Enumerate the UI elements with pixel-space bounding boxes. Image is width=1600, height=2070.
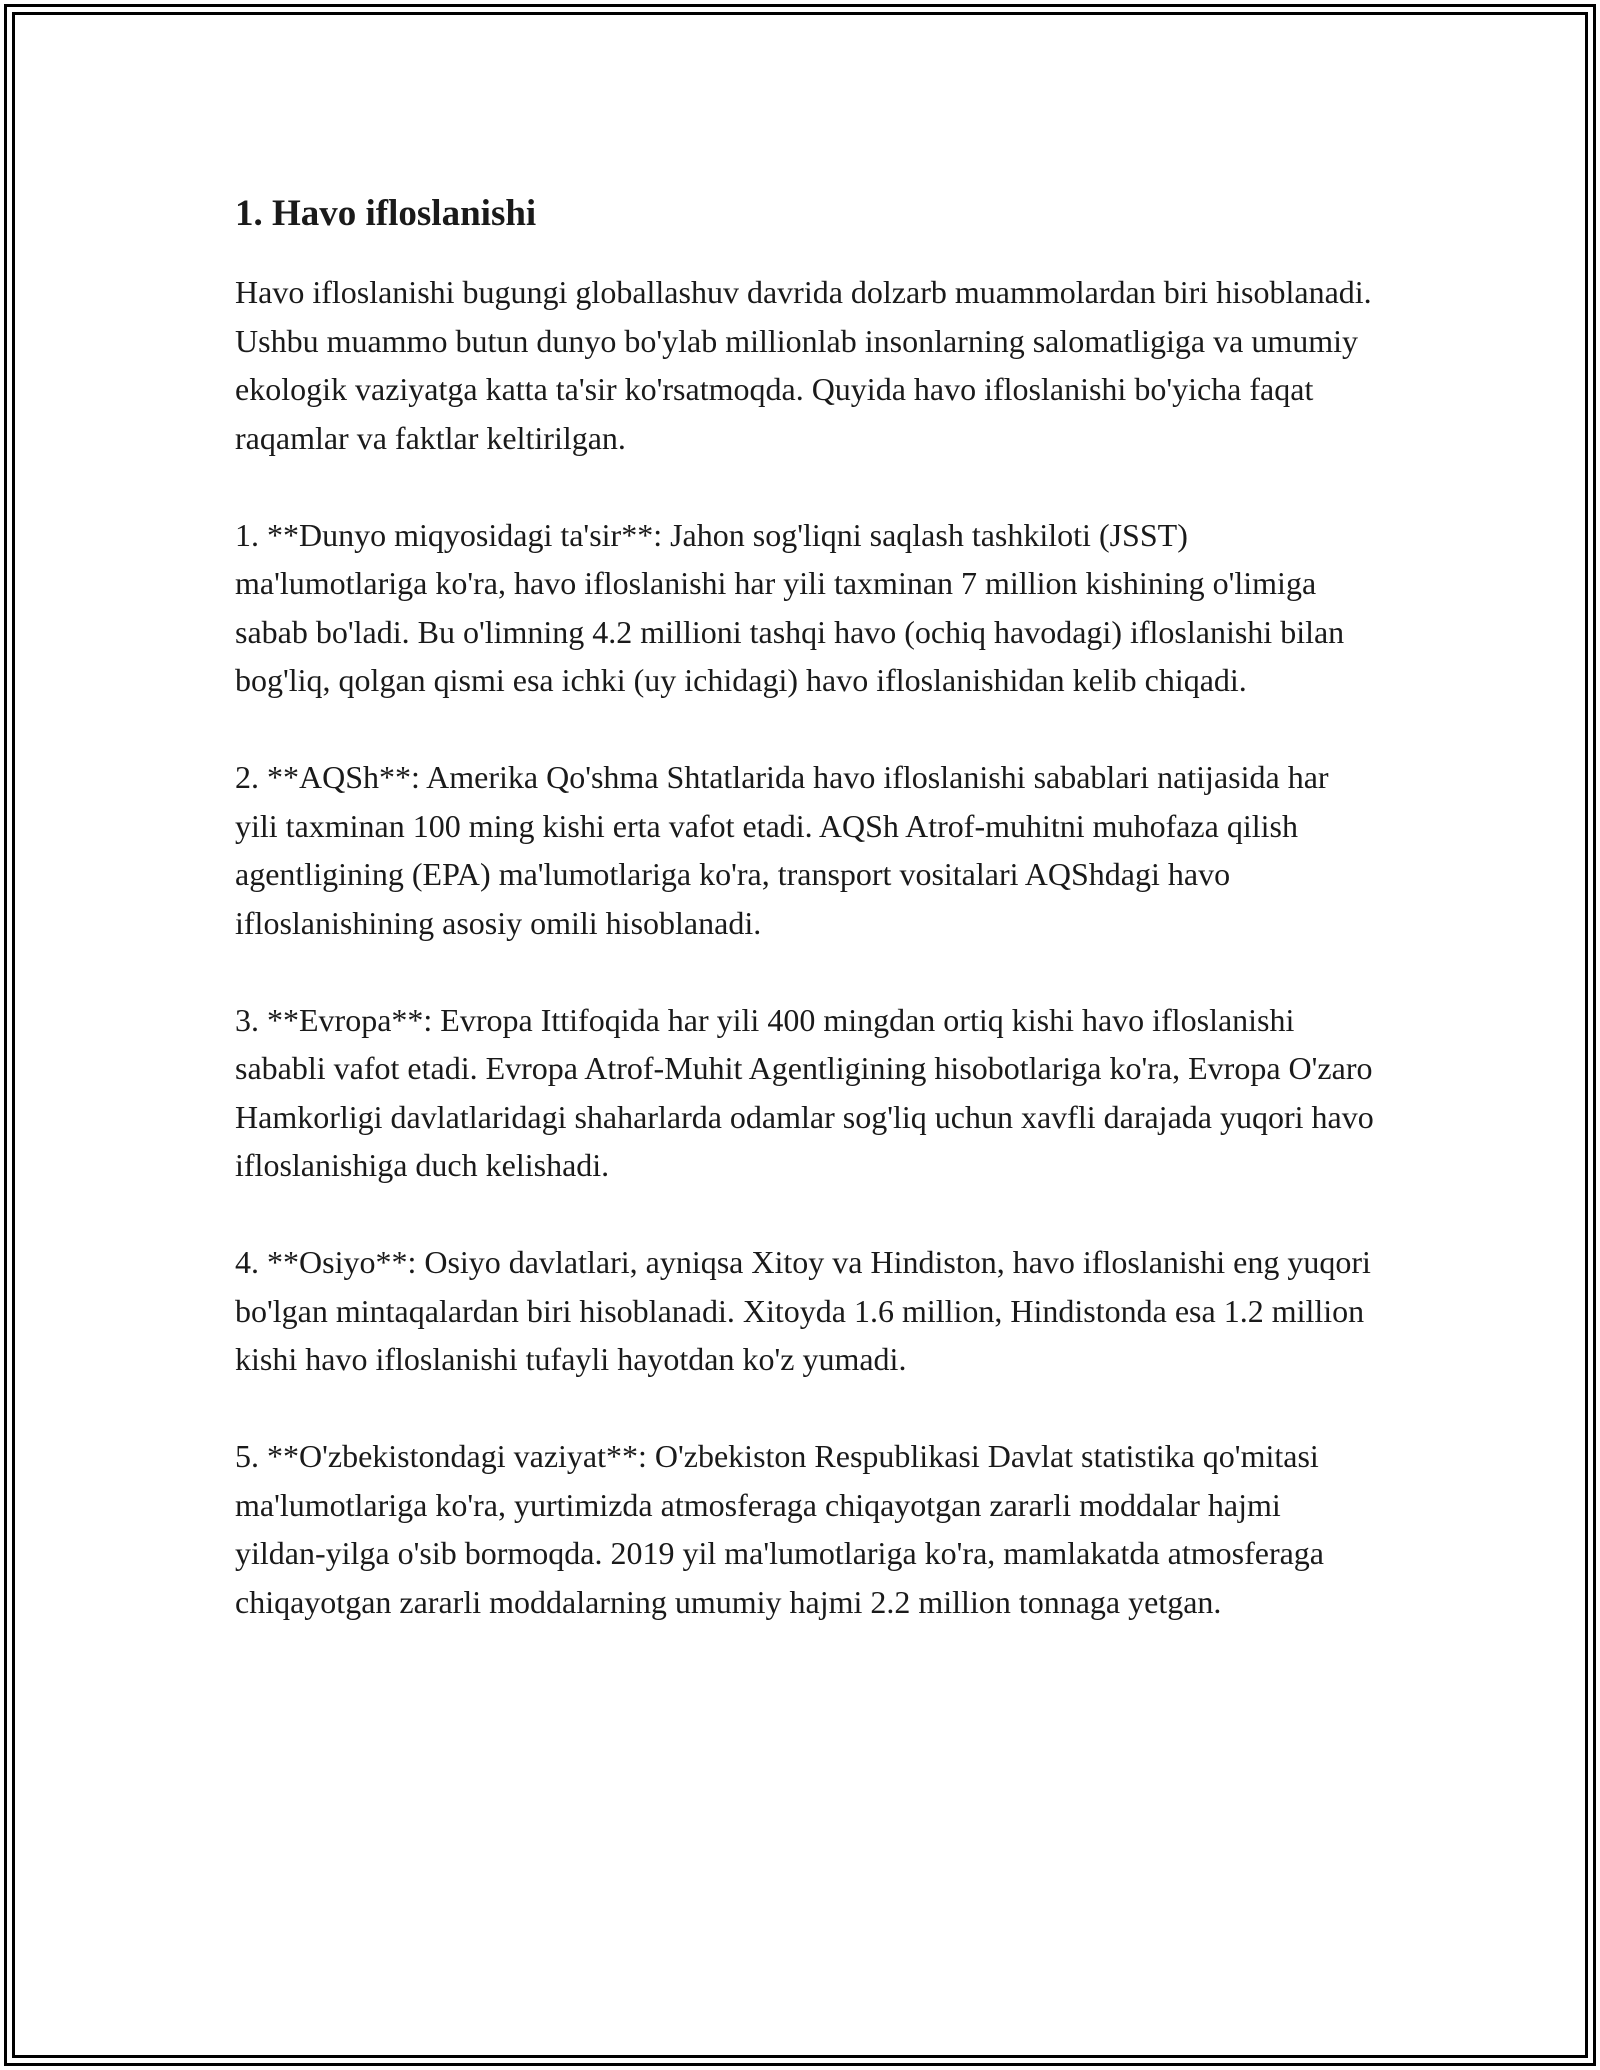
paragraph-asia: 4. **Osiyo**: Osiyo davlatlari, ayniqsa Xitoy va Hindiston, havo ifloslanishi eng yuqori bo'lgan mintaqalardan biri hisoblanadi. Xitoyda 1.6 million, Hindistonda esa 1.2 million kishi havo ifloslanishi tufayli hayotdan ko'z yumadi. [235, 1244, 1371, 1377]
paragraph-world-impact: 1. **Dunyo miqyosidagi ta'sir**: Jahon sog'liqni saqlash tashkiloti (JSST) ma'lumotlariga ko'ra, havo ifloslanishi har yili taxminan 7 million kishining o'limiga sabab bo'ladi. Bu o'limning 4.2 millioni tashqi havo (ochiq havodagi) ifloslanishi bilan bog'liq, qolgan qismi esa ichki (uy ichidagi) havo ifloslanishidan kelib chiqadi. [235, 516, 1345, 698]
intro-paragraph: Havo ifloslanishi bugungi globallashuv davrida dolzarb muammolardan biri hisoblanadi. Ushbu muammo butun dunyo bo'ylab millionlab insonlarning salomatligiga va umumiy ekologik vaziyatga katta ta'sir ko'rsatmoqda. Quyida havo ifloslanishi bo'yicha faqat raqamlar va faktlar keltirilgan. [235, 274, 1372, 456]
paragraph-usa: 2. **AQSh**: Amerika Qo'shma Shtatlarida havo ifloslanishi sabablari natijasida har yili taxminan 100 ming kishi erta vafot etadi. AQSh Atrof-muhitni muhofaza qilish agentligining (EPA) ma'lumotlariga ko'ra, transport vositalari AQShdagi havo ifloslanishining asosiy omili hisoblanadi. [235, 759, 1329, 941]
paragraph-europe: 3. **Evropa**: Evropa Ittifoqida har yili 400 mingdan ortiq kishi havo ifloslanishi sababli vafot etadi. Evropa Atrof-Muhit Agentligining hisobotlariga ko'ra, Evropa O'zaro Hamkorligi davlatlaridagi shaharlarda odamlar sog'liq uchun xavfli darajada yuqori havo ifloslanishiga duch kelishadi. [235, 1001, 1374, 1183]
section-heading: 1. Havo ifloslanishi [235, 193, 537, 234]
paragraph-uzbekistan: 5. **O'zbekistondagi vaziyat**: O'zbekiston Respublikasi Davlat statistika qo'mitasi ma'lumotlariga ko'ra, yurtimizda atmosferaga chiqayotgan zararli moddalar hajmi yildan-yilga o'sib bormoqda. 2019 yil ma'lumotlariga ko'ra, mamlakatda atmosferaga chiqayotgan zararli moddalarning umumiy hajmi 2.2 million tonnaga yetgan. [235, 1438, 1324, 1620]
document-body [235, 188, 1375, 1675]
